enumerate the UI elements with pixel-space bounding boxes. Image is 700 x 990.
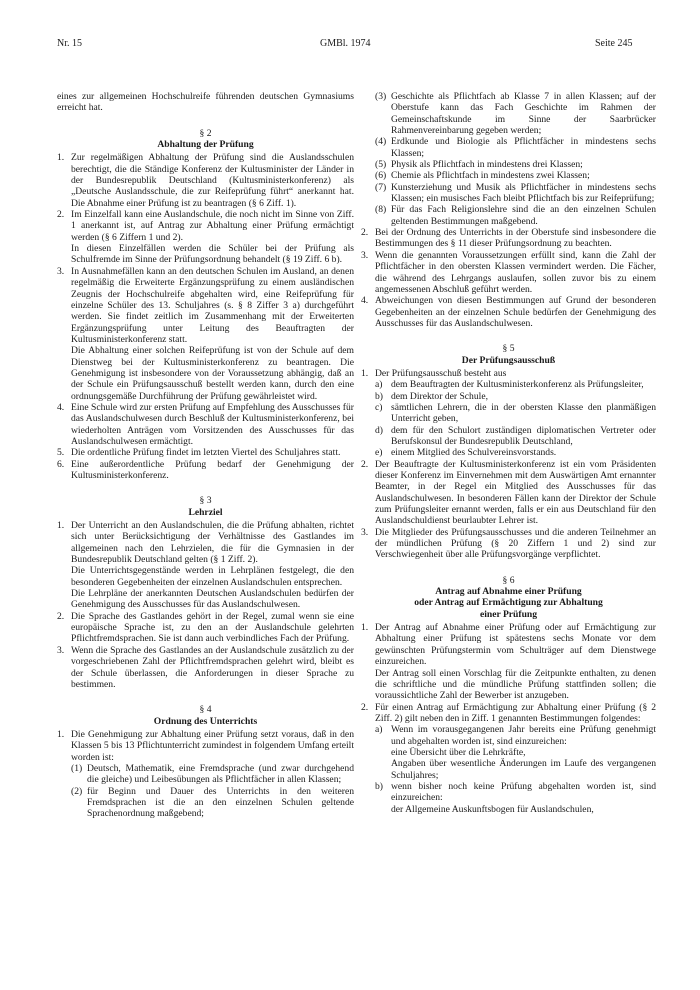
sub-list-item: b) dem Direktor der Schule,	[375, 390, 488, 402]
list-item: 3. Die Mitglieder des Prüfungsausschusses und die anderen Teilnehmer an der mündlichen Prüfung (§ 20 Ziffern 1 und 2) sind zur Verschwiegenheit über alle Prüfungsvorgänge verpflichtet.	[361, 526, 656, 561]
section-6-number: § 6	[502, 574, 515, 586]
sub-list-item: (7) Kunsterziehung und Musik als Pflichtfächer in mindestens sechs Klassen; ein musisches Fach bleibt Pflichtfach bis zur Reifeprüfung;	[375, 181, 656, 205]
list-item: 4. Eine Schule wird zur ersten Prüfung auf Empfehlung des Ausschusses für das Auslandschulwesen durch Beschluß der Kultusministerkonferenz, bei wiederholten Anträgen vom Vorsitzenden des Ausschusses für das Auslandschulwesen ermächtigt.	[57, 401, 354, 447]
journal-name: GMBl. 1974	[320, 38, 371, 49]
section-6-title: Antrag auf Abnahme einer Prüfung oder Antrag auf Ermächtigung zur Abhaltung einer Prüfung	[414, 586, 603, 620]
list-item: 3. Wenn die Sprache des Gastlandes an der Auslandschule zusätzlich zu der vorgeschriebenen Zahl der Pflichtfremdsprachen gelehrt wird, bleibt es der Schule überlassen, die Anforderungen in dieser Sprache zu bestimmen.	[57, 644, 354, 690]
list-item: 2. Für einen Antrag auf Ermächtigung zur Abhaltung einer Prüfung (§ 2 Ziff. 2) gilt neben den in Ziff. 1 genannten Bestimmungen folgendes: a) Wenn im vorausgegangenen Jahr bereits eine Prüfung genehmigt und abgehalten worden ist, sind einzureichen: eine Übersicht über die Lehrkräfte, Angaben über wesentliche Änderungen im Laufe des vergangenen Schuljahres; b) wenn bisher noch keine Prüfung abgehalten worden ist, sind einzureichen: der Allgemeine Auskunftsbogen für Auslandschulen,	[361, 701, 656, 815]
sub-list-item: e) einem Mitglied des Schulvereinsvorstands.	[375, 447, 557, 459]
list-item: 2. Im Einzelfall kann eine Auslandschule, die noch nicht im Sinne von Ziff. 1 anerkannt ist, auf Antrag zur Abhaltung einer Prüfung ermächtigt werden (§ 6 Ziffern 1 und 2). In diesen Einzelfällen werden die Schüler bei der Prüfung als Schulfremde im Sinne der Prüfungsordnung behandelt (§ 19 Ziff. 6 b).	[57, 209, 354, 266]
section-3-title: Lehrziel	[188, 506, 223, 518]
sub-list-item: c) sämtlichen Lehrern, die in der obersten Klasse den planmäßigen Unterricht geben,	[375, 401, 656, 425]
list-item: 2. Die Sprache des Gastlandes gehört in der Regel, zumal wenn sie eine europäische Sprache ist, zu den an der Auslandschule gelehrten Pflichtfremdsprachen. Sie ist dann auch verbindliches Fach der Prüfung.	[57, 610, 354, 645]
list-item: 5. Die ordentliche Prüfung findet im letzten Viertel des Schuljahres statt.	[57, 447, 341, 459]
sub-list-item: (5) Physik als Pflichtfach in mindestens drei Klassen;	[375, 159, 583, 171]
list-item: 4. Abweichungen von diesen Bestimmungen auf Grund der besonderen Gegebenheiten an der einzelnen Schule bedürfen der Genehmigung des Ausschusses für das Auslandschulwesen.	[361, 295, 656, 329]
list-item: 1. Der Antrag auf Abnahme einer Prüfung oder auf Ermächtigung zur Abhaltung einer Prüfung ist spätestens sechs Monate vor dem gewünschten Prüfungstermin vom Schulträger auf dem Dienstwege einzureichen. Der Antrag soll einen Vorschlag für die Zeitpunkte enthalten, zu denen die schriftliche und die mündliche Prüfung stattfinden sollen; die voraussichtliche Zahl der Bewerber ist anzugeben.	[361, 622, 656, 702]
sub-list-item: (2) für Beginn und Dauer des Unterrichts in den weiteren Fremdsprachen ist die an den einzelnen Schulen geltende Sprachenordnung maßgebend;	[71, 785, 354, 820]
sub-list-item: (1) Deutsch, Mathematik, eine Fremdsprache (und zwar durchgehend die gleiche) und Leibesübungen als Pflichtfächer in allen Klassen;	[71, 762, 354, 786]
section-4-number: § 4	[199, 704, 212, 716]
section-5-number: § 5	[502, 343, 515, 355]
list-item: 3. Wenn die genannten Voraussetzungen erfüllt sind, kann die Zahl der Pflichtfächer in den obersten Klassen vermindert werden. Die Fächer, die während des Lehrgangs auslaufen, sollen zuvor bis zu einem angemessenen Abschluß geführt werden.	[361, 249, 656, 295]
sub-list-item: d) dem für den Schulort zuständigen diplomatischen Vertreter oder Berufskonsul der Bundesrepublik Deutschland,	[375, 424, 656, 447]
list-item: 6. Eine außerordentliche Prüfung bedarf der Genehmigung der Kultusministerkonferenz.	[57, 458, 354, 481]
list-item: 1. Die Genehmigung zur Abhaltung einer Prüfung setzt voraus, daß in den Klassen 5 bis 13 Pflichtunterricht zumindest in folgendem Umfang erteilt worden ist: (1) Deutsch, Mathematik, eine Fremdsprache (und zwar durchgehend die gleiche) und Leibesübungen als Pflichtfächer in allen Klassen; (2) für Beginn und Dauer des Unterrichts in den weiteren Fremdsprachen ist die an den einzelnen Schulen geltende Sprachenordnung maßgebend;	[57, 728, 354, 820]
sub-list-item: (4) Erdkunde und Biologie als Pflichtfächer in mindestens sechs Klassen;	[375, 136, 656, 159]
section-5-title: Der Prüfungsausschuß	[461, 354, 556, 366]
list-item: 3. In Ausnahmefällen kann an den deutschen Schulen im Ausland, an denen regelmäßig die Erweiterte Ergänzungsprüfung zu einem ausländischen Zeugnis der Hochschulreife abgehalten wird, eine Reifeprüfung für einzelne Schüler des 13. Schuljahres (s. § 8 Ziffer 3 a) durchgeführt werden. Sie findet zeitlich im Zusammenhang mit der Erweiterten Ergänzungsprüfung unter Leitung des Beauftragten der Kultusministerkonferenz statt. Die Abhaltung einer solchen Reifeprüfung ist von der Schule auf dem Dienstweg bei der Kultusministerkonferenz zu beantragen. Die Genehmigung ist insbesondere von der Voraussetzung abhängig, daß an der Schule ein Prüfungsausschuß bestellt werden kann, durch den eine ordnungsgemäße Durchführung der Prüfung gewährleistet wird.	[57, 265, 354, 402]
sub-list-item: (3) Geschichte als Pflichtfach ab Klasse 7 in allen Klassen; auf der Oberstufe kann das Fach Geschichte im Rahmen der Gemeinschaftskunde im Sinne der Saarbrücker Rahmenvereinbarung gegeben werden;	[375, 91, 656, 137]
list-item: 1. Der Prüfungsausschuß besteht aus a) dem Beauftragten der Kultusministerkonferenz als Prüfungsleiter, b) dem Direktor der Schule, c) sämtlichen Lehrern, die in der obersten Klasse den planmäßigen Unterricht geben, d) dem für den Schulort zuständigen diplomatischen Vertreter oder Berufskonsul der Bundesrepublik Deutschland, e) einem Mitglied des Schulvereinsvorstands.	[361, 367, 656, 459]
intro-paragraph: eines zur allgemeinen Hochschulreife führenden deutschen Gymnasiums erreicht hat.	[57, 91, 354, 114]
sub-list-item: a) dem Beauftragten der Kultusministerkonferenz als Prüfungsleiter,	[375, 379, 644, 391]
page-number: Seite 245	[595, 38, 633, 49]
page-header	[0, 38, 700, 52]
sub-list-item: (6) Chemie als Pflichtfach in mindestens zwei Klassen;	[375, 170, 590, 182]
list-item: 1. Zur regelmäßigen Abhaltung der Prüfung sind die Auslandsschulen berechtigt, die die Ständige Konferenz der Kultusminister der Länder in der Bundesrepublik Deutschland (Kultusministerkonferenz) als „Deutsche Auslandsschule, die zur Reifeprüfung führt“ anerkannt hat. Die Abnahme einer Prüfung ist zu beantragen (§ 6 Ziff. 1).	[57, 152, 354, 209]
section-2-number: § 2	[199, 127, 212, 139]
sub-list-item: b) wenn bisher noch keine Prüfung abgehalten worden ist, sind einzureichen: der Allgemeine Auskunftsbogen für Auslandschulen,	[375, 780, 656, 815]
sub-list-item: (8) Für das Fach Religionslehre sind die an den einzelnen Schulen geltenden Bestimmungen maßgebend.	[375, 204, 656, 227]
list-item: 1. Der Unterricht an den Auslandschulen, die die Prüfung abhalten, richtet sich unter Berücksichtigung der Verhältnisse des Gastlandes im allgemeinen nach den Lehrzielen, die für die Gymnasien in der Bundesrepublik Deutschland gelten (§ 1 Ziff. 2). Die Unterrichtsgegenstände werden in Lehrplänen festgelegt, die den besonderen Gegebenheiten der einzelnen Auslandschulen entsprechen. Die Lehrpläne der anerkannten Deutschen Auslandschulen bedürfen der Genehmigung des Ausschusses für das Auslandschulwesen.	[57, 520, 354, 611]
section-2-title: Abhaltung der Prüfung	[157, 139, 254, 151]
list-item: 2. Der Beauftragte der Kultusministerkonferenz ist ein vom Präsidenten dieser Konferenz im Einvernehmen mit dem Auswärtigen Amt ernannter Beamter, in der Regel ein Mitglied des Ausschusses für das Auslandschulwesen. In besonderen Fällen kann der Direktor der Schule zum Prüfungsleiter ernannt werden, falls er ein aus Deutschland für den Auslandschuldienst beurlaubter Lehrer ist.	[361, 458, 656, 527]
issue-number: Nr. 15	[57, 38, 82, 49]
section-4-title: Ordnung des Unterrichts	[153, 715, 258, 727]
section-3-number: § 3	[199, 495, 212, 507]
list-item: 2. Bei der Ordnung des Unterrichts in der Oberstufe sind insbesondere die Bestimmungen des § 11 dieser Prüfungsordnung zu beachten.	[361, 227, 656, 250]
right-column	[361, 91, 656, 815]
left-column	[57, 91, 354, 820]
sub-list-item: a) Wenn im vorausgegangenen Jahr bereits eine Prüfung genehmigt und abgehalten worden ist, sind einzureichen: eine Übersicht über die Lehrkräfte, Angaben über wesentliche Änderungen im Laufe des vergangenen Schuljahres;	[375, 724, 656, 781]
